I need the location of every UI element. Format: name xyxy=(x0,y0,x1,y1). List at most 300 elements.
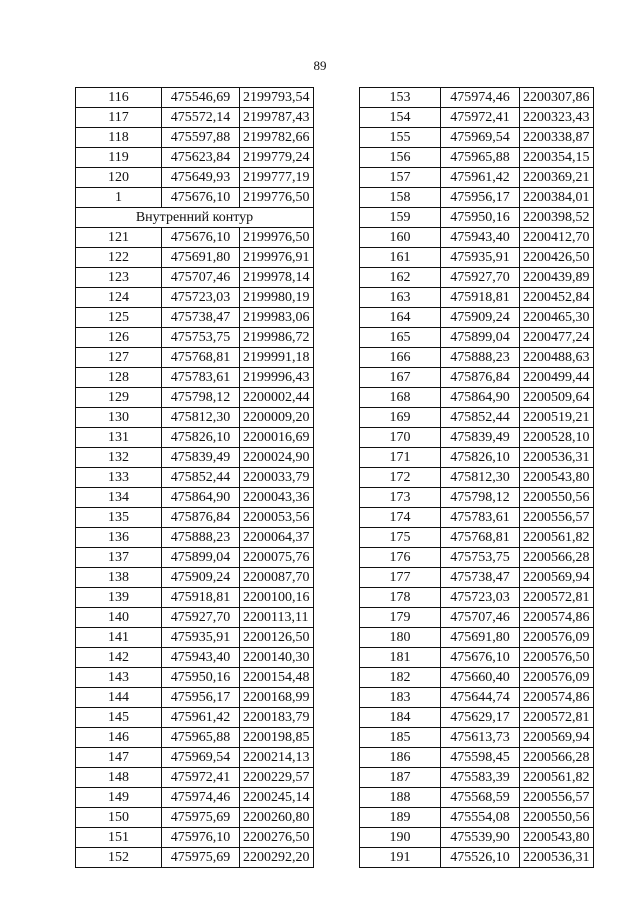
y-coordinate-cell: 2200426,50 xyxy=(520,248,594,268)
table-row xyxy=(360,528,594,548)
x-coordinate-cell: 475974,46 xyxy=(162,788,240,808)
page-number: 89 xyxy=(313,58,327,73)
x-coordinate-cell: 475839,49 xyxy=(441,428,520,448)
y-coordinate-cell: 2200024,90 xyxy=(240,448,314,468)
point-number-cell: 137 xyxy=(76,548,162,568)
table-row xyxy=(360,328,594,348)
y-coordinate-cell: 2199978,14 xyxy=(240,268,314,288)
x-coordinate-cell: 475864,90 xyxy=(441,388,520,408)
coordinates-table-left xyxy=(75,87,314,868)
x-coordinate-cell: 475888,23 xyxy=(441,348,520,368)
point-number-cell: 140 xyxy=(76,608,162,628)
x-coordinate-cell: 475826,10 xyxy=(441,448,520,468)
x-coordinate-cell: 475935,91 xyxy=(162,628,240,648)
table-row xyxy=(76,628,314,648)
x-coordinate-cell: 475909,24 xyxy=(441,308,520,328)
y-coordinate-cell: 2200002,44 xyxy=(240,388,314,408)
point-number-cell: 129 xyxy=(76,388,162,408)
table-row xyxy=(360,428,594,448)
x-coordinate-cell: 475918,81 xyxy=(162,588,240,608)
x-coordinate-cell: 475876,84 xyxy=(162,508,240,528)
y-coordinate-cell: 2200488,63 xyxy=(520,348,594,368)
table-row xyxy=(76,288,314,308)
x-coordinate-cell: 475691,80 xyxy=(441,628,520,648)
table-row xyxy=(360,488,594,508)
x-coordinate-cell: 475798,12 xyxy=(162,388,240,408)
point-number-cell: 167 xyxy=(360,368,441,388)
y-coordinate-cell: 2200519,21 xyxy=(520,408,594,428)
y-coordinate-cell: 2199776,50 xyxy=(240,188,314,208)
table-row xyxy=(360,228,594,248)
table-row xyxy=(360,608,594,628)
table-row xyxy=(360,248,594,268)
point-number-cell: 188 xyxy=(360,788,441,808)
table-row xyxy=(76,508,314,528)
point-number-cell: 153 xyxy=(360,88,441,108)
table-row xyxy=(360,448,594,468)
point-number-cell: 165 xyxy=(360,328,441,348)
table-row xyxy=(76,728,314,748)
table-row xyxy=(360,168,594,188)
point-number-cell: 180 xyxy=(360,628,441,648)
y-coordinate-cell: 2200229,57 xyxy=(240,768,314,788)
table-row xyxy=(360,768,594,788)
table-row xyxy=(76,268,314,288)
point-number-cell: 130 xyxy=(76,408,162,428)
x-coordinate-cell: 475598,45 xyxy=(441,748,520,768)
x-coordinate-cell: 475950,16 xyxy=(441,208,520,228)
point-number-cell: 184 xyxy=(360,708,441,728)
point-number-cell: 177 xyxy=(360,568,441,588)
table-row xyxy=(360,208,594,228)
y-coordinate-cell: 2200183,79 xyxy=(240,708,314,728)
table-row xyxy=(76,808,314,828)
point-number-cell: 175 xyxy=(360,528,441,548)
x-coordinate-cell: 475583,39 xyxy=(441,768,520,788)
y-coordinate-cell: 2200536,31 xyxy=(520,848,594,868)
y-coordinate-cell: 2199983,06 xyxy=(240,308,314,328)
y-coordinate-cell: 2200214,13 xyxy=(240,748,314,768)
point-number-cell: 161 xyxy=(360,248,441,268)
point-number-cell: 190 xyxy=(360,828,441,848)
point-number-cell: 163 xyxy=(360,288,441,308)
table-row xyxy=(360,348,594,368)
x-coordinate-cell: 475613,73 xyxy=(441,728,520,748)
point-number-cell: 121 xyxy=(76,228,162,248)
y-coordinate-cell: 2200126,50 xyxy=(240,628,314,648)
point-number-cell: 174 xyxy=(360,508,441,528)
y-coordinate-cell: 2200550,56 xyxy=(520,488,594,508)
point-number-cell: 117 xyxy=(76,108,162,128)
table-row xyxy=(76,128,314,148)
point-number-cell: 191 xyxy=(360,848,441,868)
section-title: Внутренний контур xyxy=(76,208,314,228)
table-row xyxy=(360,308,594,328)
x-coordinate-cell: 475738,47 xyxy=(162,308,240,328)
x-coordinate-cell: 475676,10 xyxy=(441,648,520,668)
table-row xyxy=(360,108,594,128)
y-coordinate-cell: 2199787,43 xyxy=(240,108,314,128)
point-number-cell: 149 xyxy=(76,788,162,808)
table-row xyxy=(76,488,314,508)
table-row xyxy=(76,768,314,788)
y-coordinate-cell: 2200113,11 xyxy=(240,608,314,628)
x-coordinate-cell: 475783,61 xyxy=(441,508,520,528)
coordinates-table-right xyxy=(359,87,594,868)
x-coordinate-cell: 475738,47 xyxy=(441,568,520,588)
x-coordinate-cell: 475899,04 xyxy=(441,328,520,348)
x-coordinate-cell: 475972,41 xyxy=(441,108,520,128)
table-row xyxy=(76,548,314,568)
y-coordinate-cell: 2199980,19 xyxy=(240,288,314,308)
table-row xyxy=(76,528,314,548)
table-row xyxy=(360,688,594,708)
point-number-cell: 116 xyxy=(76,88,162,108)
y-coordinate-cell: 2199976,50 xyxy=(240,228,314,248)
table-row xyxy=(76,228,314,248)
point-number-cell: 119 xyxy=(76,148,162,168)
y-coordinate-cell: 2200245,14 xyxy=(240,788,314,808)
x-coordinate-cell: 475974,46 xyxy=(441,88,520,108)
table-row xyxy=(360,288,594,308)
point-number-cell: 173 xyxy=(360,488,441,508)
y-coordinate-cell: 2200338,87 xyxy=(520,128,594,148)
y-coordinate-cell: 2200307,86 xyxy=(520,88,594,108)
x-coordinate-cell: 475723,03 xyxy=(441,588,520,608)
table-row xyxy=(360,748,594,768)
y-coordinate-cell: 2200064,37 xyxy=(240,528,314,548)
point-number-cell: 183 xyxy=(360,688,441,708)
table-row xyxy=(76,668,314,688)
table-left-body-b xyxy=(76,228,314,868)
y-coordinate-cell: 2200412,70 xyxy=(520,228,594,248)
point-number-cell: 187 xyxy=(360,768,441,788)
x-coordinate-cell: 475623,84 xyxy=(162,148,240,168)
point-number-cell: 139 xyxy=(76,588,162,608)
x-coordinate-cell: 475927,70 xyxy=(441,268,520,288)
x-coordinate-cell: 475798,12 xyxy=(441,488,520,508)
point-number-cell: 133 xyxy=(76,468,162,488)
y-coordinate-cell: 2200556,57 xyxy=(520,508,594,528)
table-row xyxy=(360,468,594,488)
point-number-cell: 181 xyxy=(360,648,441,668)
x-coordinate-cell: 475909,24 xyxy=(162,568,240,588)
table-row xyxy=(360,648,594,668)
table-row xyxy=(360,388,594,408)
table-left-body-a xyxy=(76,88,314,208)
point-number-cell: 186 xyxy=(360,748,441,768)
table-row xyxy=(360,188,594,208)
y-coordinate-cell: 2200569,94 xyxy=(520,568,594,588)
point-number-cell: 136 xyxy=(76,528,162,548)
y-coordinate-cell: 2200528,10 xyxy=(520,428,594,448)
point-number-cell: 156 xyxy=(360,148,441,168)
table-row xyxy=(76,588,314,608)
x-coordinate-cell: 475972,41 xyxy=(162,768,240,788)
x-coordinate-cell: 475723,03 xyxy=(162,288,240,308)
y-coordinate-cell: 2200016,69 xyxy=(240,428,314,448)
y-coordinate-cell: 2199976,91 xyxy=(240,248,314,268)
point-number-cell: 169 xyxy=(360,408,441,428)
x-coordinate-cell: 475899,04 xyxy=(162,548,240,568)
point-number-cell: 166 xyxy=(360,348,441,368)
y-coordinate-cell: 2200566,28 xyxy=(520,548,594,568)
table-row xyxy=(76,348,314,368)
point-number-cell: 154 xyxy=(360,108,441,128)
x-coordinate-cell: 475852,44 xyxy=(441,408,520,428)
table-row xyxy=(76,148,314,168)
x-coordinate-cell: 475676,10 xyxy=(162,228,240,248)
y-coordinate-cell: 2200369,21 xyxy=(520,168,594,188)
point-number-cell: 135 xyxy=(76,508,162,528)
point-number-cell: 124 xyxy=(76,288,162,308)
x-coordinate-cell: 475950,16 xyxy=(162,668,240,688)
point-number-cell: 162 xyxy=(360,268,441,288)
table-row xyxy=(76,828,314,848)
x-coordinate-cell: 475707,46 xyxy=(162,268,240,288)
point-number-cell: 164 xyxy=(360,308,441,328)
point-number-cell: 157 xyxy=(360,168,441,188)
table-row xyxy=(360,588,594,608)
y-coordinate-cell: 2200198,85 xyxy=(240,728,314,748)
point-number-cell: 1 xyxy=(76,188,162,208)
table-row xyxy=(76,308,314,328)
y-coordinate-cell: 2200572,81 xyxy=(520,708,594,728)
table-row xyxy=(76,568,314,588)
x-coordinate-cell: 475864,90 xyxy=(162,488,240,508)
table-row xyxy=(76,88,314,108)
y-coordinate-cell: 2200100,16 xyxy=(240,588,314,608)
x-coordinate-cell: 475976,10 xyxy=(162,828,240,848)
table-row xyxy=(360,568,594,588)
y-coordinate-cell: 2200140,30 xyxy=(240,648,314,668)
table-row xyxy=(76,428,314,448)
table-row xyxy=(76,708,314,728)
table-row xyxy=(76,388,314,408)
x-coordinate-cell: 475961,42 xyxy=(441,168,520,188)
x-coordinate-cell: 475597,88 xyxy=(162,128,240,148)
y-coordinate-cell: 2200168,99 xyxy=(240,688,314,708)
point-number-cell: 128 xyxy=(76,368,162,388)
y-coordinate-cell: 2199777,19 xyxy=(240,168,314,188)
table-row xyxy=(360,508,594,528)
point-number-cell: 138 xyxy=(76,568,162,588)
x-coordinate-cell: 475649,93 xyxy=(162,168,240,188)
table-row xyxy=(360,708,594,728)
x-coordinate-cell: 475812,30 xyxy=(441,468,520,488)
table-row xyxy=(76,328,314,348)
table-row xyxy=(76,368,314,388)
x-coordinate-cell: 475943,40 xyxy=(441,228,520,248)
table-row xyxy=(360,628,594,648)
table-row xyxy=(360,848,594,868)
y-coordinate-cell: 2200043,36 xyxy=(240,488,314,508)
point-number-cell: 144 xyxy=(76,688,162,708)
point-number-cell: 131 xyxy=(76,428,162,448)
y-coordinate-cell: 2200576,50 xyxy=(520,648,594,668)
table-row xyxy=(76,468,314,488)
y-coordinate-cell: 2200276,50 xyxy=(240,828,314,848)
y-coordinate-cell: 2200465,30 xyxy=(520,308,594,328)
point-number-cell: 145 xyxy=(76,708,162,728)
table-row xyxy=(76,688,314,708)
y-coordinate-cell: 2200576,09 xyxy=(520,668,594,688)
point-number-cell: 123 xyxy=(76,268,162,288)
x-coordinate-cell: 475554,08 xyxy=(441,808,520,828)
y-coordinate-cell: 2199782,66 xyxy=(240,128,314,148)
point-number-cell: 146 xyxy=(76,728,162,748)
table-left-section xyxy=(76,208,314,228)
point-number-cell: 176 xyxy=(360,548,441,568)
point-number-cell: 160 xyxy=(360,228,441,248)
table-row xyxy=(76,248,314,268)
x-coordinate-cell: 475753,75 xyxy=(441,548,520,568)
table-row xyxy=(76,788,314,808)
point-number-cell: 125 xyxy=(76,308,162,328)
x-coordinate-cell: 475876,84 xyxy=(441,368,520,388)
point-number-cell: 168 xyxy=(360,388,441,408)
table-row xyxy=(360,148,594,168)
point-number-cell: 170 xyxy=(360,428,441,448)
x-coordinate-cell: 475783,61 xyxy=(162,368,240,388)
table-row xyxy=(360,88,594,108)
y-coordinate-cell: 2199793,54 xyxy=(240,88,314,108)
y-coordinate-cell: 2200543,80 xyxy=(520,828,594,848)
x-coordinate-cell: 475852,44 xyxy=(162,468,240,488)
point-number-cell: 152 xyxy=(76,848,162,868)
x-coordinate-cell: 475753,75 xyxy=(162,328,240,348)
point-number-cell: 172 xyxy=(360,468,441,488)
x-coordinate-cell: 475956,17 xyxy=(441,188,520,208)
x-coordinate-cell: 475526,10 xyxy=(441,848,520,868)
x-coordinate-cell: 475644,74 xyxy=(441,688,520,708)
x-coordinate-cell: 475888,23 xyxy=(162,528,240,548)
x-coordinate-cell: 475539,90 xyxy=(441,828,520,848)
y-coordinate-cell: 2200566,28 xyxy=(520,748,594,768)
x-coordinate-cell: 475965,88 xyxy=(162,728,240,748)
table-row xyxy=(76,648,314,668)
x-coordinate-cell: 475969,54 xyxy=(441,128,520,148)
table-row xyxy=(360,408,594,428)
point-number-cell: 143 xyxy=(76,668,162,688)
y-coordinate-cell: 2200009,20 xyxy=(240,408,314,428)
y-coordinate-cell: 2200550,56 xyxy=(520,808,594,828)
table-row xyxy=(76,108,314,128)
y-coordinate-cell: 2200561,82 xyxy=(520,768,594,788)
point-number-cell: 182 xyxy=(360,668,441,688)
table-row xyxy=(76,748,314,768)
point-number-cell: 122 xyxy=(76,248,162,268)
y-coordinate-cell: 2199991,18 xyxy=(240,348,314,368)
x-coordinate-cell: 475839,49 xyxy=(162,448,240,468)
x-coordinate-cell: 475956,17 xyxy=(162,688,240,708)
table-row xyxy=(360,828,594,848)
y-coordinate-cell: 2200561,82 xyxy=(520,528,594,548)
point-number-cell: 118 xyxy=(76,128,162,148)
y-coordinate-cell: 2200075,76 xyxy=(240,548,314,568)
table-row xyxy=(360,788,594,808)
point-number-cell: 142 xyxy=(76,648,162,668)
table-row xyxy=(76,408,314,428)
y-coordinate-cell: 2200053,56 xyxy=(240,508,314,528)
y-coordinate-cell: 2200354,15 xyxy=(520,148,594,168)
x-coordinate-cell: 475826,10 xyxy=(162,428,240,448)
x-coordinate-cell: 475812,30 xyxy=(162,408,240,428)
y-coordinate-cell: 2200509,64 xyxy=(520,388,594,408)
y-coordinate-cell: 2200154,48 xyxy=(240,668,314,688)
table-row xyxy=(76,448,314,468)
point-number-cell: 189 xyxy=(360,808,441,828)
y-coordinate-cell: 2200574,86 xyxy=(520,608,594,628)
x-coordinate-cell: 475768,81 xyxy=(441,528,520,548)
x-coordinate-cell: 475568,59 xyxy=(441,788,520,808)
point-number-cell: 158 xyxy=(360,188,441,208)
y-coordinate-cell: 2200543,80 xyxy=(520,468,594,488)
point-number-cell: 132 xyxy=(76,448,162,468)
y-coordinate-cell: 2200323,43 xyxy=(520,108,594,128)
y-coordinate-cell: 2200292,20 xyxy=(240,848,314,868)
table-row xyxy=(76,608,314,628)
point-number-cell: 126 xyxy=(76,328,162,348)
y-coordinate-cell: 2200574,86 xyxy=(520,688,594,708)
point-number-cell: 150 xyxy=(76,808,162,828)
table-row xyxy=(360,548,594,568)
y-coordinate-cell: 2200384,01 xyxy=(520,188,594,208)
point-number-cell: 178 xyxy=(360,588,441,608)
point-number-cell: 155 xyxy=(360,128,441,148)
table-row xyxy=(360,728,594,748)
point-number-cell: 159 xyxy=(360,208,441,228)
x-coordinate-cell: 475961,42 xyxy=(162,708,240,728)
point-number-cell: 179 xyxy=(360,608,441,628)
y-coordinate-cell: 2200572,81 xyxy=(520,588,594,608)
point-number-cell: 127 xyxy=(76,348,162,368)
y-coordinate-cell: 2200499,44 xyxy=(520,368,594,388)
x-coordinate-cell: 475660,40 xyxy=(441,668,520,688)
y-coordinate-cell: 2199996,43 xyxy=(240,368,314,388)
x-coordinate-cell: 475707,46 xyxy=(441,608,520,628)
point-number-cell: 151 xyxy=(76,828,162,848)
table-row xyxy=(76,188,314,208)
x-coordinate-cell: 475918,81 xyxy=(441,288,520,308)
y-coordinate-cell: 2200576,09 xyxy=(520,628,594,648)
y-coordinate-cell: 2200556,57 xyxy=(520,788,594,808)
x-coordinate-cell: 475691,80 xyxy=(162,248,240,268)
point-number-cell: 120 xyxy=(76,168,162,188)
table-row xyxy=(360,368,594,388)
y-coordinate-cell: 2200439,89 xyxy=(520,268,594,288)
table-row xyxy=(360,128,594,148)
x-coordinate-cell: 475965,88 xyxy=(441,148,520,168)
point-number-cell: 171 xyxy=(360,448,441,468)
x-coordinate-cell: 475768,81 xyxy=(162,348,240,368)
y-coordinate-cell: 2199986,72 xyxy=(240,328,314,348)
x-coordinate-cell: 475629,17 xyxy=(441,708,520,728)
point-number-cell: 147 xyxy=(76,748,162,768)
table-row xyxy=(360,668,594,688)
section-row xyxy=(76,208,314,228)
x-coordinate-cell: 475943,40 xyxy=(162,648,240,668)
table-row xyxy=(76,168,314,188)
point-number-cell: 134 xyxy=(76,488,162,508)
table-row xyxy=(76,848,314,868)
point-number-cell: 185 xyxy=(360,728,441,748)
y-coordinate-cell: 2200087,70 xyxy=(240,568,314,588)
x-coordinate-cell: 475975,69 xyxy=(162,848,240,868)
y-coordinate-cell: 2200536,31 xyxy=(520,448,594,468)
x-coordinate-cell: 475927,70 xyxy=(162,608,240,628)
y-coordinate-cell: 2199779,24 xyxy=(240,148,314,168)
